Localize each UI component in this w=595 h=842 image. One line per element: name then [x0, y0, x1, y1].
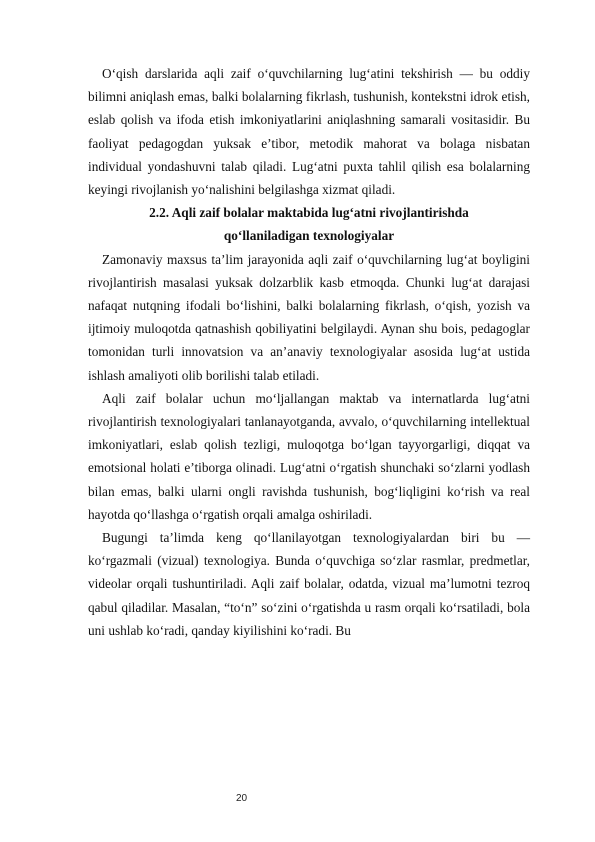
page-body — [88, 62, 530, 642]
paragraph-modern-education: Zamonaviy maxsus ta’lim jarayonida aqli zaif o‘quvchilarning lug‘at boyligini rivojlantirish masalasi yuksak dolzarblik kasb etmoqda. Chunki lug‘at darajasi nafaqat nutqning ifodali bo‘lishini, balki bolalarning fikrlash, o‘qish, yozish va ijtimoiy muloqotda qatnashish qobiliyatini belgilaydi. Aynan shu bois, pedagoglar tomonidan turli innovatsion va an’anaviy texnologiyalar asosida lug‘at ustida ishlash amaliyoti olib borilishi talab etiladi. — [88, 251, 530, 383]
page-number — [0, 793, 595, 804]
paragraph-lexicon-assessment: O‘qish darslarida aqli zaif o‘quvchilarning lug‘atini tekshirish — bu oddiy bilimni aniqlash emas, balki bolalarning fikrlash, tushunish, kontekstni idrok etish, eslab qolish va ifoda etish imkoniyatlarini aniqlashning samarali vositasidir. Bu faoliyat pedagogdan yuksak e’tibor, metodik mahorat va bolaga nisbatan individual yondashuvni talab qiladi. Lug‘atni puxta tahlil qilish esa bolalarning keyingi rivojlanish yo‘nalishini belgilashga xizmat qiladi. — [88, 66, 530, 198]
page-number-text: 20 — [235, 793, 248, 804]
section-heading-line-1: 2.2. Aqli zaif bolalar maktabida lug‘atni rivojlantirishda — [149, 205, 469, 221]
paragraph-visual-technology: Bugungi ta’limda keng qo‘llanilayotgan texnologiyalardan biri bu — ko‘rgazmali (vizual) texnologiya. Bunda o‘quvchiga so‘zlar rasmlar, predmetlar, videolar orqali tushuntiriladi. Aqli zaif bolalar, odatda, vizual ma’lumotni tezroq qabul qiladilar. Masalan, “to‘n” so‘zini o‘rgatishda u rasm orqali ko‘rsatiladi, bola uni ushlab ko‘radi, qanday kiyilishini ko‘radi. Bu — [88, 530, 530, 638]
section-heading-line-2: qo‘llaniladigan texnologiyalar — [223, 228, 395, 244]
paragraph-technology-selection: Aqli zaif bolalar uchun mo‘ljallangan maktab va internatlarda lug‘atni rivojlantirish texnologiyalari tanlanayotganda, avvalo, o‘quvchilarning intellektual imkoniyatlari, eslab qolish tezligi, muloqotga bo‘lgan tayyorgarligi, diqqat va emotsional holati e’tiborga olinadi. Lug‘atni o‘rgatish shunchaki so‘zlarni yodlash bilan emas, balki ularni ongli ravishda tushunish, bog‘liqligini ko‘rish va real hayotda qo‘llashga o‘rgatish orqali amalga oshiriladi. — [88, 390, 530, 522]
